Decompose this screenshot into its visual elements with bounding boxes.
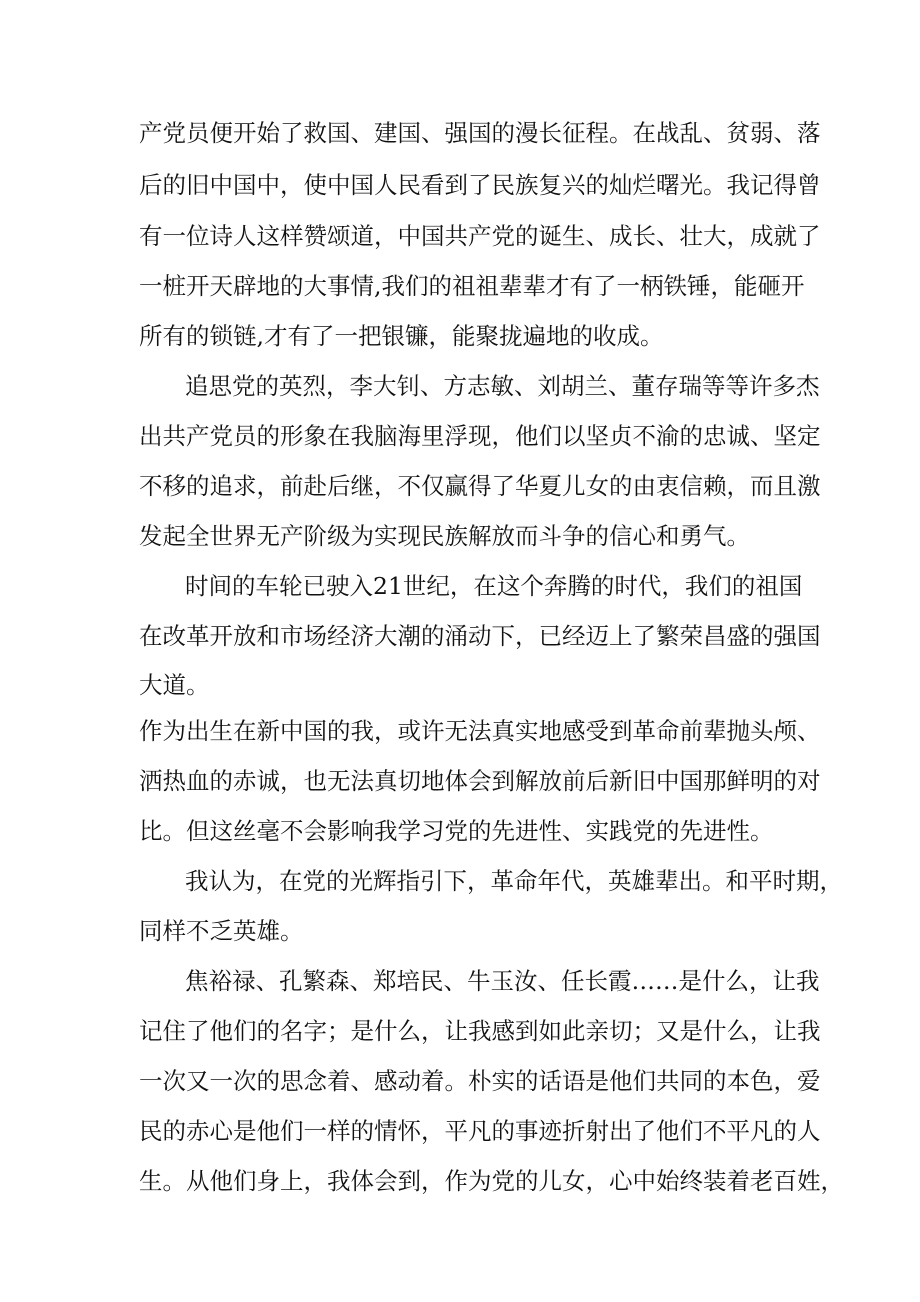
text-line-17: 同样不乏英雄。	[139, 917, 304, 945]
text-line-13: 作为出生在新中国的我，或许无法真实地感受到革命前辈抛头颅、	[139, 717, 821, 745]
text-line-7: 出共产党员的形象在我脑海里浮现，他们以坚贞不渝的忠诚、坚定	[139, 422, 821, 450]
text-line-16: 我认为，在党的光辉指引下，革命年代，英雄辈出。和平时期，	[185, 867, 843, 895]
text-line-14: 洒热血的赤诚，也无法真切地体会到解放前后新旧中国那鲜明的对	[139, 767, 821, 795]
text-line-6: 追思党的英烈，李大钊、方志敏、刘胡兰、董存瑞等等许多杰	[185, 372, 820, 400]
text-line-11: 在改革开放和市场经济大潮的涌动下，已经迈上了繁荣昌盛的强国	[139, 622, 821, 650]
text-line-15: 比。但这丝毫不会影响我学习党的先进性、实践党的先进性。	[139, 817, 774, 845]
text-line-19: 记住了他们的名字；是什么，让我感到如此亲切；又是什么，让我	[139, 1017, 821, 1045]
text-line-10: 时间的车轮已驶入21世纪，在这个奔腾的时代，我们的祖国	[185, 572, 803, 600]
text-line-12: 大道。	[139, 671, 210, 699]
text-line-5: 所有的锁链,才有了一把银镰，能聚拢遍地的收成。	[139, 322, 664, 350]
text-line-20: 一次又一次的思念着、感动着。朴实的话语是他们共同的本色，爱	[139, 1067, 821, 1095]
text-line-18: 焦裕禄、孔繁森、郑培民、牛玉汝、任长霞……是什么，让我	[185, 967, 820, 995]
text-line-3: 有一位诗人这样赞颂道，中国共产党的诞生、成长、壮大，成就了	[139, 222, 821, 250]
text-line-9: 发起全世界无产阶级为实现民族解放而斗争的信心和勇气。	[139, 522, 750, 550]
text-line-4: 一桩开天辟地的大事情,我们的祖祖辈辈才有了一柄铁锤，能砸开	[139, 272, 805, 300]
text-line-22: 生。从他们身上，我体会到，作为党的儿女，心中始终装着老百姓，	[139, 1167, 844, 1195]
text-line-8: 不移的追求，前赴后继，不仅赢得了华夏儿女的由衷信赖，而且激	[139, 472, 821, 500]
text-line-1: 产党员便开始了救国、建国、强国的漫长征程。在战乱、贫弱、落	[139, 119, 821, 147]
text-line-2: 后的旧中国中，使中国人民看到了民族复兴的灿烂曙光。我记得曾	[139, 171, 821, 199]
text-line-21: 民的赤心是他们一样的情怀，平凡的事迹折射出了他们不平凡的人	[139, 1117, 821, 1145]
